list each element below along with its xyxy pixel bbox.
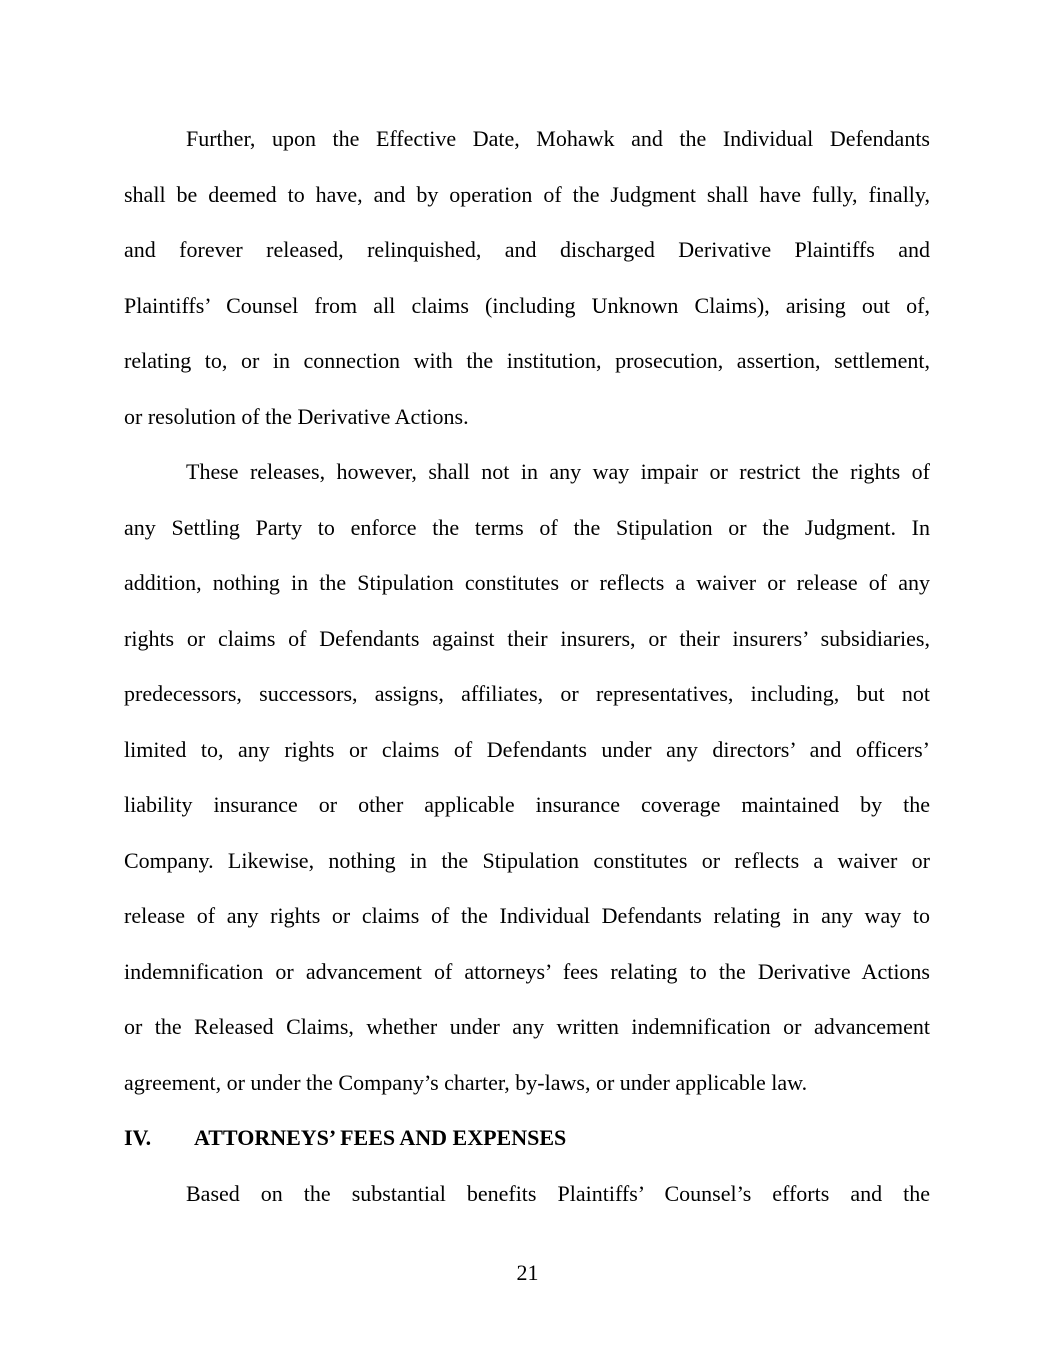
- text-line: liability insurance or other applicable insurance coverage maintained by the: [124, 792, 930, 817]
- text-line: or the Released Claims, whether under any written indemnification or advancement: [124, 1014, 930, 1039]
- text-line: relating to, or in connection with the institution, prosecution, assertion, settlement,: [124, 348, 930, 373]
- text-line: release of any rights or claims of the Individual Defendants relating in any way to: [124, 903, 930, 928]
- page-number: 21: [516, 1260, 539, 1285]
- paragraph-releases-limitations: [124, 444, 930, 1110]
- paragraph-release-by-defendants: [124, 111, 930, 444]
- text-line: Company. Likewise, nothing in the Stipulation constitutes or reflects a waiver or: [124, 847, 930, 873]
- text-line: indemnification or advancement of attorneys’ fees relating to the Derivative Actions: [124, 958, 930, 984]
- section-heading: [124, 1110, 930, 1166]
- document-body: [124, 111, 930, 1221]
- text-line: any Settling Party to enforce the terms of the Stipulation or the Judgment. In: [124, 514, 930, 540]
- text-line: shall be deemed to have, and by operation of the Judgment shall have fully, finally,: [124, 181, 930, 207]
- text-line: Further, upon the Effective Date, Mohawk and the Individual Defendants: [186, 126, 930, 151]
- text-line: rights or claims of Defendants against their insurers, or their insurers’ subsidiaries,: [124, 625, 930, 651]
- text-line: limited to, any rights or claims of Defendants under any directors’ and officers’: [124, 736, 930, 762]
- text-line: predecessors, successors, assigns, affiliates, or representatives, including, but not: [124, 681, 930, 706]
- text-line: agreement, or under the Company’s charter, by-laws, or under applicable law.: [124, 1069, 808, 1095]
- section-number: IV.: [124, 1125, 152, 1150]
- section-title: ATTORNEYS’ FEES AND EXPENSES: [194, 1125, 567, 1150]
- text-line: and forever released, relinquished, and discharged Derivative Plaintiffs and: [124, 237, 930, 262]
- text-line: Plaintiffs’ Counsel from all claims (including Unknown Claims), arising out of,: [124, 292, 930, 318]
- paragraph-attorneys-fees: [124, 1166, 930, 1222]
- text-line: Based on the substantial benefits Plaintiffs’ Counsel’s efforts and the: [186, 1180, 930, 1206]
- text-line: or resolution of the Derivative Actions.: [124, 403, 469, 429]
- text-line: These releases, however, shall not in any way impair or restrict the rights of: [186, 459, 930, 484]
- text-line: addition, nothing in the Stipulation constitutes or reflects a waiver or release of any: [124, 570, 930, 595]
